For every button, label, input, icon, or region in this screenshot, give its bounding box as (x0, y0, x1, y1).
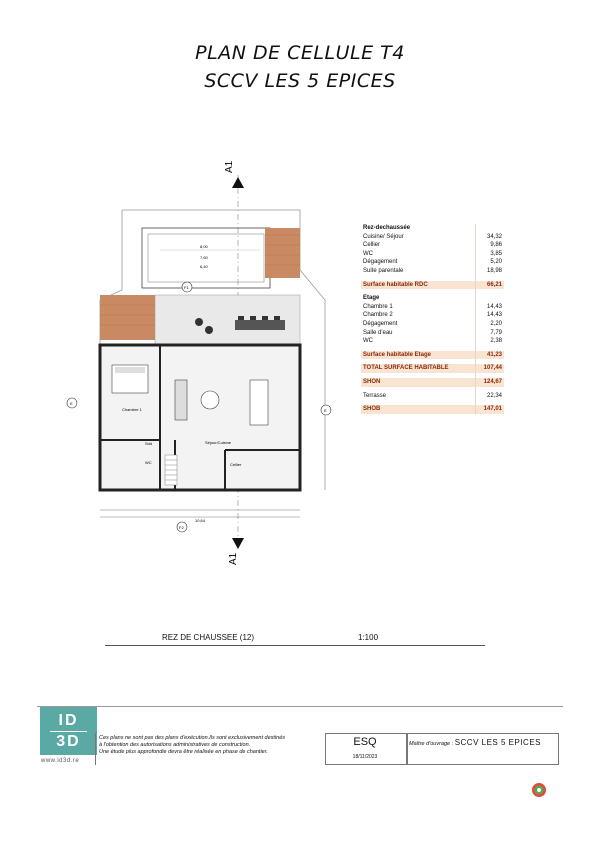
etage-header: Etage (363, 295, 380, 302)
table-row: WC 2,38 (363, 338, 502, 345)
total-dim: 10,64 (195, 518, 206, 523)
svg-text:6,40: 6,40 (200, 264, 208, 269)
surface-table (361, 224, 504, 414)
company-url: www.id3d.re (41, 758, 80, 764)
room-sejour: Séjour/Cuisine (205, 440, 232, 445)
doc-code: ESQ (353, 736, 377, 748)
table-row: Dégagement 2,20 (363, 320, 502, 327)
owner (409, 738, 541, 747)
doc-date: 18/11/2023 (352, 754, 378, 760)
table-row: Cuisine/ Séjour 34,32 (363, 233, 502, 240)
svg-text:F1: F1 (184, 285, 189, 290)
section-label-top: A1 (224, 160, 235, 173)
svg-text:E: E (324, 408, 327, 413)
title-block (37, 706, 563, 770)
caption-divider (105, 645, 485, 646)
rdc-header: Rez-dechaussée (363, 225, 411, 231)
room-chambre: Chambre 1 (122, 407, 142, 412)
room-cellier: Cellier (230, 462, 242, 467)
section-arrow-bottom (232, 538, 244, 549)
drawing-scale: 1:100 (358, 633, 379, 642)
company-logo: ID 3D (40, 707, 97, 755)
svg-text:F2: F2 (179, 525, 184, 530)
sofa (175, 380, 187, 420)
svg-text:7,60: 7,60 (200, 255, 208, 260)
coffee-table (201, 391, 219, 409)
table-row: Chambre 1 14,43 (363, 303, 502, 310)
drawing-name: REZ DE CHAUSSEE (12) (162, 633, 255, 642)
floor-plan (60, 160, 360, 580)
svg-text:E: E (70, 401, 73, 406)
shon-row: SHON 124,67 (363, 378, 502, 385)
owner-name: SCCV LES 5 EPICES (454, 738, 541, 747)
room-wc: WC (145, 460, 152, 465)
wood-deck-left (100, 295, 155, 340)
pool-dim: 8,00 (200, 244, 208, 249)
owner-label: Maître d'ouvrage : (409, 741, 454, 747)
badge-icon (531, 782, 547, 798)
table-row: Chambre 2 14,43 (363, 312, 502, 319)
wood-deck-right (265, 228, 300, 278)
total-row: TOTAL SURFACE HABITABLE 107,44 (363, 365, 502, 372)
disclaimer: Ces plans ne sont pas des plans d'exécution.Ils sont exclusivement destinés à l'obtention des autorisations administratives de construction. Une étude plus approfondie devra être réalisée en phase de chantier. (99, 735, 286, 755)
etage-total-row: Surface habitable Etage 41,23 (363, 351, 502, 358)
table-row: WC 3,85 (363, 250, 502, 257)
room-sdb: Sdd (145, 441, 153, 446)
rdc-total-row: Surface habitable RDC 66,21 (363, 281, 502, 288)
kitchen-island (250, 380, 268, 425)
section-arrow-top (232, 177, 244, 188)
shob-row: SHOB 147,01 (363, 406, 502, 413)
table-row: Dégagement 5,20 (363, 259, 502, 266)
table-row: Terrasse 22,34 (363, 392, 502, 399)
page-subtitle: SCCV LES 5 EPICES (204, 70, 396, 92)
table-row: Salle d'eau 7,79 (363, 329, 502, 336)
section-label-bottom: A1 (228, 552, 239, 565)
table-row: Cellier 9,86 (363, 242, 502, 249)
page-title: PLAN DE CELLULE T4 (195, 42, 405, 64)
outdoor-table (235, 320, 285, 330)
table-row: Suite parentale 18,98 (363, 267, 502, 274)
